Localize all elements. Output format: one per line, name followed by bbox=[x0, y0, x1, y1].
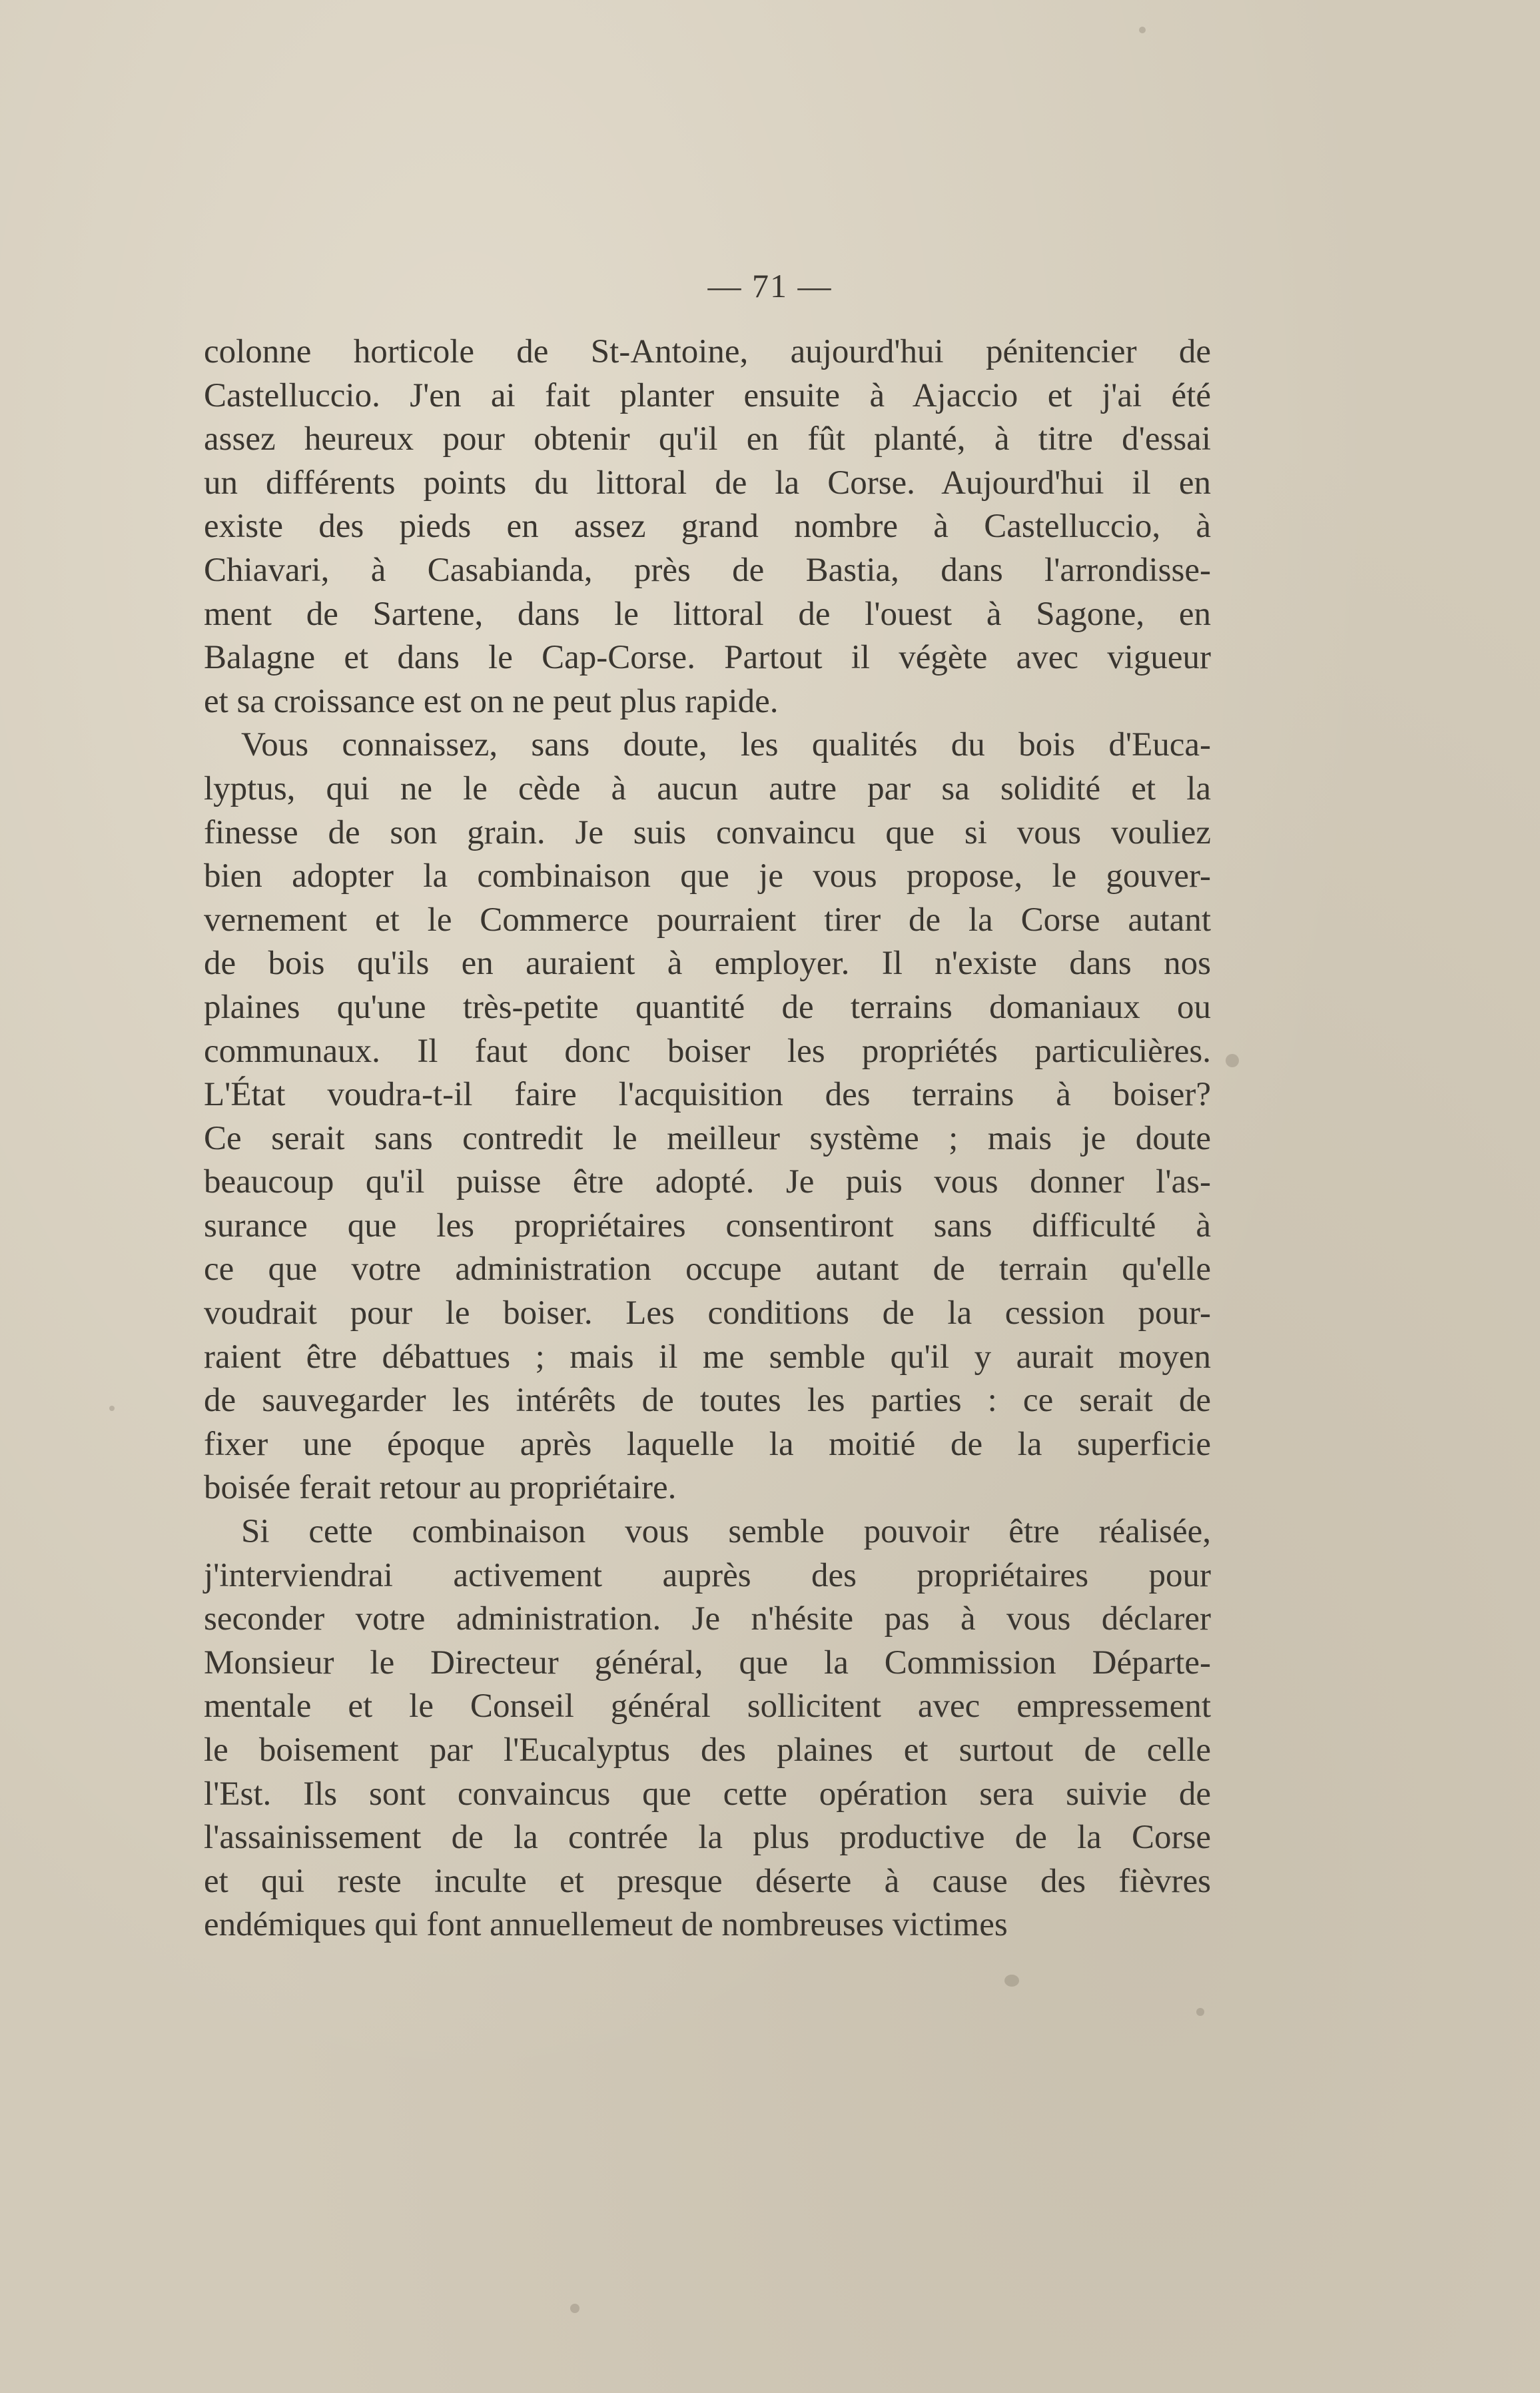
text-line: Chiavari, à Casabianda, près de Bastia, dans l'arrondisse- bbox=[204, 551, 1211, 589]
text-line: Castelluccio. J'en ai fait planter ensuite à Ajaccio et j'ai été bbox=[204, 376, 1211, 414]
text-line: colonne horticole de St-Antoine, aujourd'hui pénitencier de bbox=[204, 333, 1211, 370]
foxing-spot bbox=[109, 1406, 115, 1411]
text-line: L'État voudra-t-il faire l'acquisition des terrains à boiser? bbox=[204, 1076, 1211, 1114]
foxing-spot bbox=[1196, 2008, 1204, 2016]
text-line: l'assainissement de la contrée la plus productive de la Corse bbox=[204, 1819, 1211, 1857]
text-line: beaucoup qu'il puisse être adopté. Je puis vous donner l'as- bbox=[204, 1163, 1211, 1201]
foxing-spot bbox=[570, 2304, 579, 2313]
text-line: ce que votre administration occupe autant de terrain qu'elle bbox=[204, 1250, 1211, 1288]
text-line: le boisement par l'Eucalyptus des plaines et surtout de celle bbox=[204, 1731, 1211, 1769]
text-line: finesse de son grain. Je suis convaincu que si vous vouliez bbox=[204, 813, 1211, 851]
text-line: Balagne et dans le Cap-Corse. Partout il végète avec vigueur bbox=[204, 639, 1211, 677]
text-line: ment de Sartene, dans le littoral de l'ouest à Sagone, en bbox=[204, 595, 1211, 633]
text-line: l'Est. Ils sont convaincus que cette opération sera suivie de bbox=[204, 1775, 1211, 1813]
text-line: bien adopter la combinaison que je vous propose, le gouver- bbox=[204, 857, 1211, 895]
text-line: mentale et le Conseil général sollicitent avec empressement bbox=[204, 1687, 1211, 1725]
page-number: — 71 — bbox=[707, 267, 833, 304]
text-line: plaines qu'une très-petite quantité de terrains domaniaux ou bbox=[204, 988, 1211, 1026]
text-line: boisée ferait retour au propriétaire. bbox=[204, 1469, 677, 1507]
text-line: fixer une époque après laquelle la moitié de la superficie bbox=[204, 1425, 1211, 1463]
text-line: raient être débattues ; mais il me semble qu'il y aurait moyen bbox=[204, 1338, 1211, 1376]
text-line: Ce serait sans contredit le meilleur système ; mais je doute bbox=[204, 1119, 1211, 1157]
text-line: et sa croissance est on ne peut plus rapide. bbox=[204, 682, 779, 720]
text-line: voudrait pour le boiser. Les conditions de la cession pour- bbox=[204, 1294, 1211, 1332]
text-line: lyptus, qui ne le cède à aucun autre par sa solidité et la bbox=[204, 769, 1211, 807]
foxing-spot bbox=[1226, 1054, 1239, 1067]
text-line: endémiques qui font annuellemeut de nombreuses victimes bbox=[204, 1906, 1008, 1944]
text-line: j'interviendrai activement auprès des propriétaires pour bbox=[204, 1556, 1211, 1594]
text-line: existe des pieds en assez grand nombre à Castelluccio, à bbox=[204, 508, 1211, 546]
text-line: assez heureux pour obtenir qu'il en fût planté, à titre d'essai bbox=[204, 420, 1211, 458]
text-line: Monsieur le Directeur général, que la Commission Départe- bbox=[204, 1644, 1211, 1681]
text-line: de bois qu'ils en auraient à employer. Il n'existe dans nos bbox=[204, 945, 1211, 983]
text-line: un différents points du littoral de la Corse. Aujourd'hui il en bbox=[204, 464, 1211, 502]
text-line: communaux. Il faut donc boiser les propriétés particulières. bbox=[204, 1032, 1211, 1070]
text-line: surance que les propriétaires consentiront sans difficulté à bbox=[204, 1206, 1211, 1244]
text-line: Vous connaissez, sans doute, les qualités du bois d'Euca- bbox=[241, 726, 1211, 764]
text-line: seconder votre administration. Je n'hésite pas à vous déclarer bbox=[204, 1600, 1211, 1638]
text-line: Si cette combinaison vous semble pouvoir être réalisée, bbox=[241, 1513, 1211, 1551]
foxing-spot bbox=[1139, 27, 1146, 33]
foxing-spot bbox=[1004, 1975, 1019, 1987]
text-line: de sauvegarder les intérêts de toutes les parties : ce serait de bbox=[204, 1382, 1211, 1420]
text-line: et qui reste inculte et presque déserte à cause des fièvres bbox=[204, 1862, 1211, 1900]
body-text bbox=[204, 330, 1211, 1947]
text-line: vernement et le Commerce pourraient tirer de la Corse autant bbox=[204, 901, 1211, 939]
